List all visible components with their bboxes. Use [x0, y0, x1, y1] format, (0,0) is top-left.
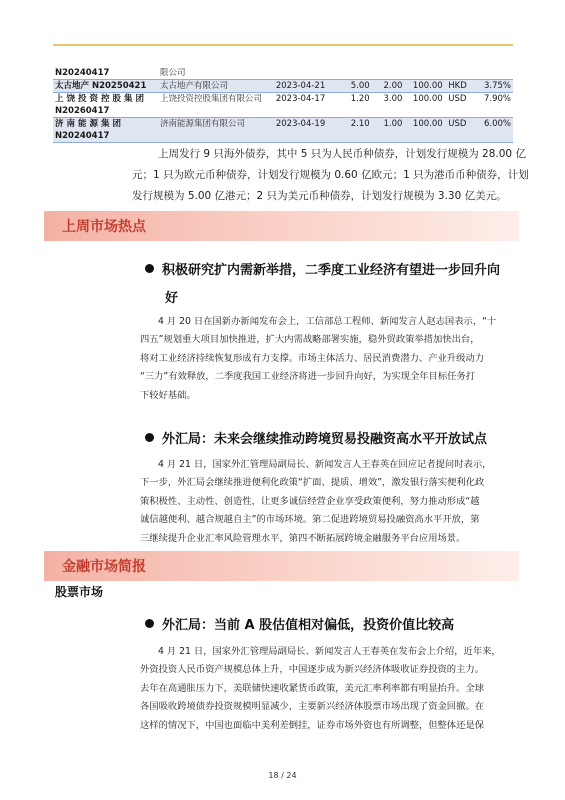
table-cell-rate: 3.75%: [479, 80, 513, 93]
section-header-hot-topics: [44, 211, 519, 241]
section-title: 金融市场简报: [62, 559, 146, 575]
table-cell-cur: [446, 130, 479, 143]
news-title-forex-trade: 外汇局：未来会继续推动跨境贸易投融资高水平开放试点: [145, 426, 525, 454]
table-cell-v3: 100.00: [412, 94, 443, 104]
table-cell-code: 上饶投资控股集团: [55, 94, 148, 104]
table-cell-rate: 6.00%: [479, 118, 513, 131]
table-cell-date: [274, 67, 344, 80]
news-body-industrial: 4 月 20 日在国新办新闻发布会上，工信部总工程师、新闻发言人赵志国表示，“十 四五”规划重大项目加快推进，扩大内需战略部署实施，稳外贸政策举措加快出台， 将对工业经济持续恢复形成有力支撑。市场主体活力、居民消费潜力、产业升级动力 “三力”有效释放，二季度我国工业经济将进一步回升向好，为实现全年目标任务打 下较好基础。: [140, 316, 497, 401]
news-body-forex-trade: 4 月 21 日，国家外汇管理局副局长、新闻发言人王春英在回应记者提问时表示， 下一步，外汇局会继续推进便利化政策“扩面、提质、增效”，激发银行落实便利化政 策积极性、主动性、创造性，让更多诚信经营企业享受政策便利，努力推动形成“越 诚信越便利、越合规越自主”的市场环境。第二促进跨境贸易投融资高水平开放，第 三继续提升企业汇率风险管理水平，第四不断拓展跨境金融服务平台应用场景。: [140, 459, 492, 544]
table-cell-full: [158, 105, 274, 118]
table-cell-v2: [377, 67, 410, 80]
table-cell-code: 太古地产 N20250421: [53, 80, 158, 93]
table-cell-code: N20260417: [53, 105, 158, 118]
table-cell-cur: USD: [448, 94, 467, 104]
table-cell-v1: 2.10: [344, 118, 377, 131]
table-cell-v2: [377, 130, 410, 143]
table-cell-full: 限公司: [158, 67, 274, 80]
summary-line: 发行规模为 5.00 亿港元；2 只为美元币种债券，计划发行规模为 3.30 亿美元。: [132, 190, 507, 202]
table-cell-date: [274, 105, 344, 118]
bullet-icon: [145, 619, 154, 628]
summary-line: 元；1 只为欧元币种债券，计划发行规模为 0.60 亿欧元；1 只为港币币种债券，计划: [132, 169, 529, 181]
stock-market-label: 股票市场: [55, 585, 104, 599]
table-cell-cur: USD: [446, 118, 479, 131]
table-cell-full: 上饶投资控股集团有限公司: [159, 94, 262, 104]
table-cell-full: [158, 130, 274, 143]
table-row: [53, 118, 513, 131]
table-cell-rate: [479, 105, 513, 118]
table-cell-v2: [377, 105, 410, 118]
table-cell-rate: [479, 130, 513, 143]
table-cell-v3: [409, 67, 446, 80]
table-cell-v1: 5.00: [344, 80, 377, 93]
table-row: [53, 130, 513, 143]
table-cell-v2: 3.00: [383, 94, 403, 104]
table-cell-full: 济南能源集团有限公司: [158, 118, 274, 131]
table-row: [53, 67, 513, 80]
bond-issuance-table: [53, 67, 513, 143]
table-cell-cur: [446, 105, 479, 118]
page-number: 18 / 24: [268, 771, 297, 780]
table-cell-cur: [446, 67, 479, 80]
table-cell-v1: [344, 105, 377, 118]
table-cell-v3: [409, 105, 446, 118]
table-cell-full: 太古地产有限公司: [158, 80, 274, 93]
table-cell-date: 2023-04-19: [274, 118, 344, 131]
issuance-summary-cont: [132, 165, 532, 207]
table-cell-date: 2023-04-21: [274, 80, 344, 93]
table-row: [53, 105, 513, 118]
table-cell-v1: [344, 130, 377, 143]
table-cell-v3: 100.00: [409, 118, 446, 131]
table-cell-rate: 7.90%: [483, 94, 511, 104]
table-cell-cur: HKD: [446, 80, 479, 93]
table-cell-v2: 2.00: [377, 80, 410, 93]
news-title-industrial: 积极研究扩内需新举措，二季度工业经济有望进一步回升向 好: [145, 257, 505, 313]
table-cell-code: 济南能源集团: [53, 118, 158, 131]
issuance-summary: [158, 144, 538, 165]
table-cell-v2: 1.00: [377, 118, 410, 131]
table-row: [53, 80, 513, 93]
bullet-icon: [145, 433, 154, 442]
header-rule: [53, 44, 513, 46]
news-body-a-shares: 4 月 21 日，国家外汇管理局副局长、新闻发言人王春英在发布会上介绍，近年来， 外资投资人民币资产规模总体上升，中国逐步成为新兴经济体吸收证券投资的主力。 去年在高通胀压力下，美联储快速收紧货币政策，美元汇率利率都有明显抬升。全球 各国吸收跨境债券投资规模明显减少，主要新兴经济体股票市场出现了资金回撤。在 这样的情况下，中国也面临中美利差倒挂，证券市场外资也有所调整，但整体还是保: [140, 646, 501, 731]
table-row: [53, 93, 513, 106]
table-cell-v3: [409, 130, 446, 143]
news-title-a-shares: 外汇局：当前 A 股估值相对偏低，投资价值比较高: [145, 612, 525, 640]
table-cell-date: [274, 130, 344, 143]
table-cell-v1: 1.20: [350, 94, 370, 104]
table-cell-code: N20240417: [53, 67, 158, 80]
table-cell-code: N20240417: [53, 130, 158, 143]
table-cell-v3: 100.00: [409, 80, 446, 93]
section-title: 上周市场热点: [62, 219, 146, 235]
table-cell-rate: [479, 67, 513, 80]
summary-line: 上周发行 9 只海外债券，其中 5 只为人民币种债券，计划发行规模为 28.00 亿: [158, 148, 526, 160]
table-cell-date: 2023-04-17: [275, 94, 326, 104]
table-cell-v1: [344, 67, 377, 80]
section-header-market-brief: [44, 551, 519, 581]
bullet-icon: [145, 264, 154, 273]
